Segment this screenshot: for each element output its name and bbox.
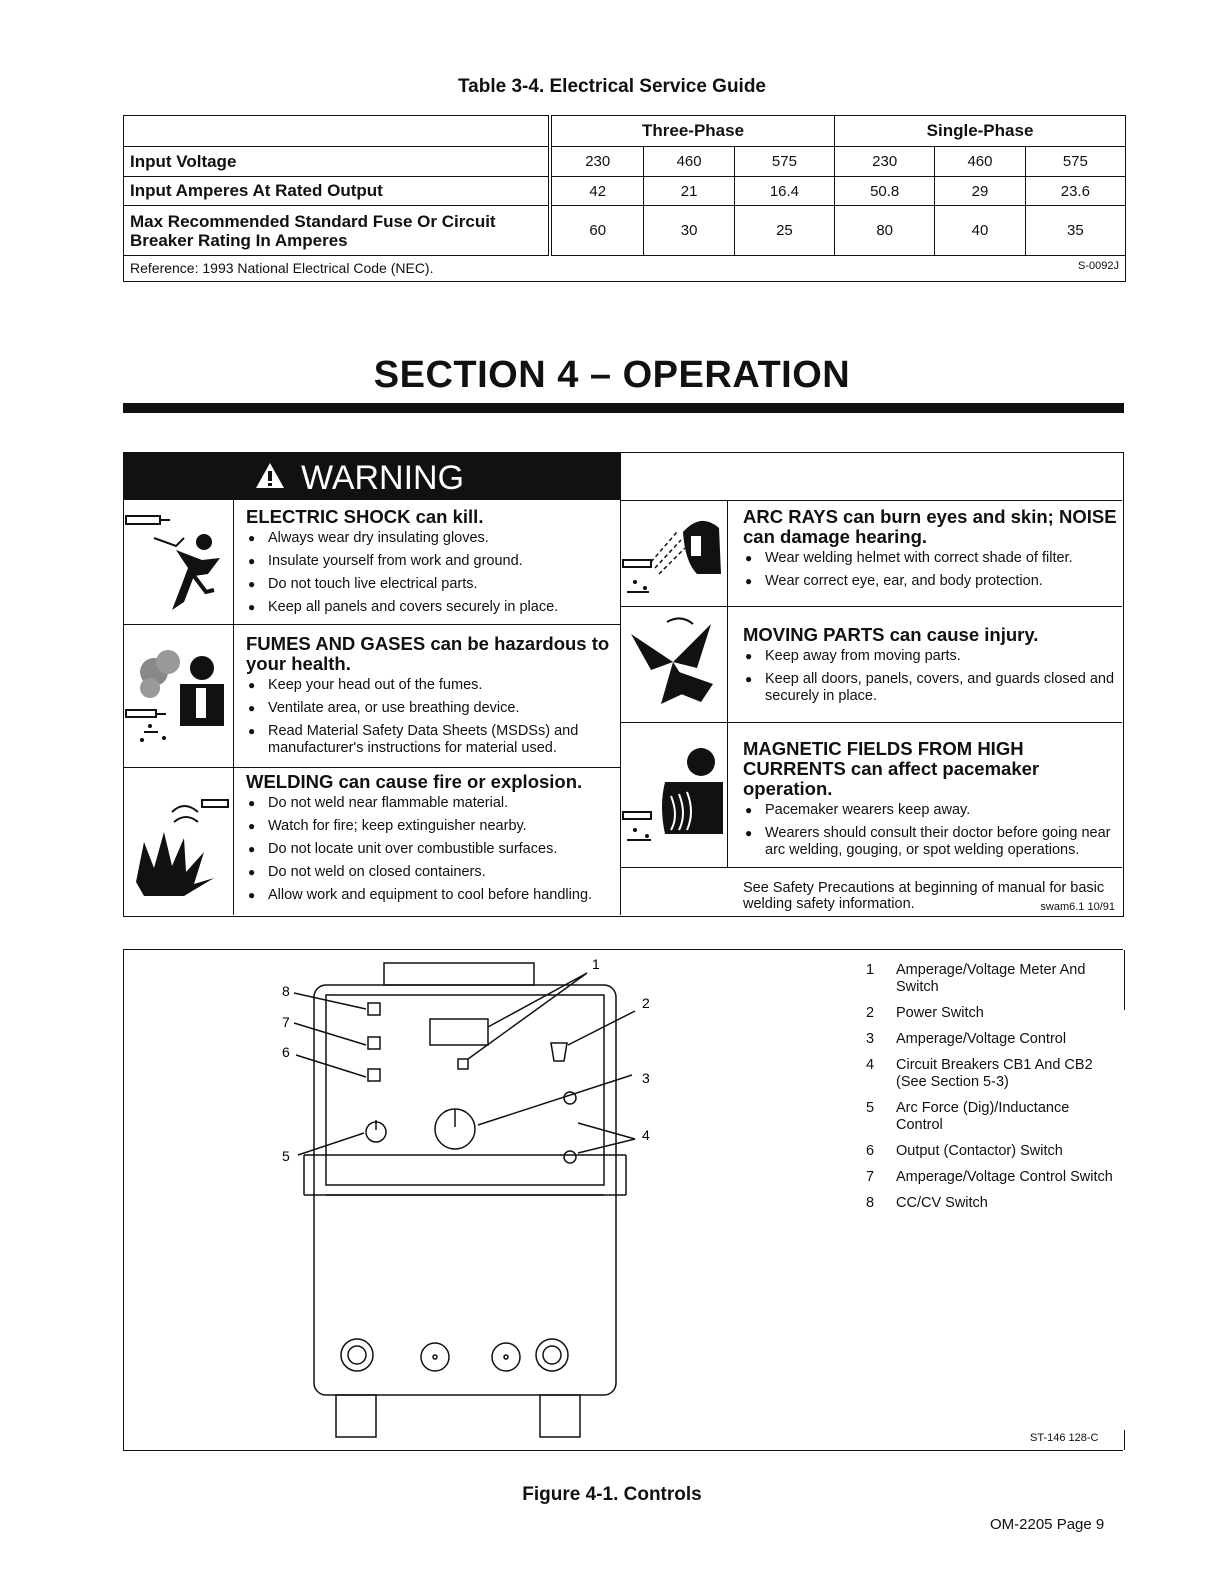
grid-divider [620, 500, 1122, 501]
grid-divider [727, 500, 728, 867]
table-title: Table 3-4. Electrical Service Guide [457, 76, 767, 97]
table-corner [124, 116, 551, 147]
table-reference-row [124, 256, 1126, 282]
hazard-title: MAGNETIC FIELDS FROM HIGH CURRENTS can affect pacemaker operation. [743, 738, 1040, 799]
table-cell: 460 [644, 147, 734, 177]
grid-divider [620, 722, 1122, 723]
table-cell: 60 [550, 206, 644, 256]
table-cell: 40 [935, 206, 1025, 256]
callout-7: 7 [282, 1014, 290, 1030]
magnetic-fields-icon [621, 726, 726, 866]
hazard-electric-shock [246, 507, 616, 622]
group-header-single-phase: Single-Phase [835, 116, 1126, 147]
table-reference: Reference: 1993 National Electrical Code (NEC). [130, 259, 434, 276]
hazard-bullet: ● Ventilate area, or use breathing device. [246, 700, 616, 717]
hazard-bullet: ● Allow work and equipment to cool before handling. [246, 887, 616, 904]
hazard-bullet: ● Always wear dry insulating gloves. [246, 530, 616, 547]
welder-front-panel-diagram [270, 955, 690, 1445]
table-cell: 230 [835, 147, 935, 177]
list-item: 5 Arc Force (Dig)/Inductance Control [866, 1100, 1070, 1133]
callout-2: 2 [642, 995, 650, 1011]
hazard-title: MOVING PARTS can cause injury. [743, 624, 1039, 645]
grid-divider [620, 606, 1122, 607]
table-cell: 80 [835, 206, 935, 256]
electrical-service-table [123, 115, 1126, 282]
moving-parts-icon [621, 610, 726, 720]
row-label: Max Recommended Standard Fuse Or Circuit Breaker Rating In Amperes [124, 206, 551, 256]
callout-1: 1 [592, 956, 600, 972]
hazard-bullet: ● Wearers should consult their doctor before going near arc welding, gouging, or spot welding operations. [743, 825, 1117, 859]
hazard-bullet: ● Keep away from moving parts. [743, 648, 1117, 665]
hazard-bullet: ● Wear welding helmet with correct shade of filter. [743, 550, 1117, 567]
hazard-magnetic-fields [743, 739, 1117, 865]
table-row [124, 147, 1126, 177]
hazard-bullet: ● Do not weld on closed containers. [246, 864, 616, 881]
list-item: 7 Amperage/Voltage Control Switch [866, 1169, 1113, 1185]
figure-code: ST-146 128-C [1030, 1432, 1099, 1444]
hazard-bullet: ● Watch for fire; keep extinguisher nearby. [246, 818, 616, 835]
table-cell: 35 [1025, 206, 1125, 256]
table-code: S-0092J [1078, 259, 1119, 272]
table-cell: 460 [935, 147, 1025, 177]
hazard-welding-fire [246, 772, 616, 910]
callout-4: 4 [642, 1127, 650, 1143]
fire-explosion-icon [124, 772, 232, 912]
table-row [124, 206, 1126, 256]
table-cell: 42 [550, 177, 644, 206]
hazard-bullet: ● Read Material Safety Data Sheets (MSDSs) and manufacturer's instructions for material used. [246, 723, 616, 757]
warning-label: WARNING [301, 459, 465, 498]
callout-8: 8 [282, 983, 290, 999]
hazard-arc-rays [743, 507, 1117, 596]
figure-caption: Figure 4-1. Controls [522, 1484, 702, 1505]
list-item: 4 Circuit Breakers CB1 And CB2 (See Section 5-3) [866, 1057, 1093, 1090]
table-cell: 29 [935, 177, 1025, 206]
hazard-bullet: ● Do not touch live electrical parts. [246, 576, 616, 593]
list-item: 8 CC/CV Switch [866, 1195, 988, 1211]
grid-divider [123, 624, 620, 625]
table-cell: 21 [644, 177, 734, 206]
callout-6: 6 [282, 1044, 290, 1060]
hazard-bullet: ● Do not weld near flammable material. [246, 795, 616, 812]
hazard-bullet: ● Keep your head out of the fumes. [246, 677, 616, 694]
table-row [124, 177, 1126, 206]
callout-3: 3 [642, 1070, 650, 1086]
page-number: OM-2205 Page 9 [990, 1516, 1105, 1533]
hazard-bullet: ● Pacemaker wearers keep away. [743, 802, 1117, 819]
swam-code: swam6.1 10/91 [1040, 901, 1115, 913]
grid-divider [620, 867, 1122, 868]
hazard-fumes [246, 634, 616, 763]
hazard-title: ARC RAYS can burn eyes and skin; NOISE can damage hearing. [743, 506, 1117, 547]
fumes-icon [124, 628, 232, 764]
grid-divider [123, 767, 620, 768]
table-cell: 575 [1025, 147, 1125, 177]
hazard-title: ELECTRIC SHOCK can kill. [246, 506, 484, 527]
section-title: SECTION 4 – OPERATION [373, 354, 851, 396]
row-label: Input Voltage [124, 147, 551, 177]
list-item: 1 Amperage/Voltage Meter And Switch [866, 962, 1086, 995]
callout-5: 5 [282, 1148, 290, 1164]
table-cell: 230 [550, 147, 644, 177]
hazard-bullet: ● Insulate yourself from work and ground. [246, 553, 616, 570]
safety-note-text: See Safety Precautions at beginning of manual for basic welding safety information. [743, 880, 1105, 912]
hazard-bullet: ● Wear correct eye, ear, and body protection. [743, 573, 1117, 590]
group-header-three-phase: Three-Phase [550, 116, 835, 147]
table-cell: 25 [734, 206, 834, 256]
row-label: Input Amperes At Rated Output [124, 177, 551, 206]
hazard-moving-parts [743, 625, 1117, 711]
list-item: 2 Power Switch [866, 1005, 984, 1021]
table-cell: 16.4 [734, 177, 834, 206]
section-rule [123, 403, 1124, 413]
safety-note [743, 880, 1115, 915]
hazard-bullet: ● Keep all doors, panels, covers, and guards closed and securely in place. [743, 671, 1117, 705]
grid-divider [233, 500, 234, 915]
warning-triangle-icon [255, 454, 285, 502]
table-cell: 23.6 [1025, 177, 1125, 206]
table-cell: 575 [734, 147, 834, 177]
list-item: 6 Output (Contactor) Switch [866, 1143, 1063, 1159]
table-cell: 50.8 [835, 177, 935, 206]
hazard-bullet: ● Do not locate unit over combustible surfaces. [246, 841, 616, 858]
hazard-bullet: ● Keep all panels and covers securely in place. [246, 599, 616, 616]
figure-legend [866, 962, 1116, 1221]
table-cell: 30 [644, 206, 734, 256]
hazard-title: WELDING can cause fire or explosion. [246, 771, 583, 792]
hazard-title: FUMES AND GASES can be hazardous to your health. [246, 633, 610, 674]
list-item: 3 Amperage/Voltage Control [866, 1031, 1067, 1047]
electric-shock-icon [124, 502, 232, 622]
warning-banner [123, 452, 620, 500]
arc-rays-icon [621, 502, 726, 604]
